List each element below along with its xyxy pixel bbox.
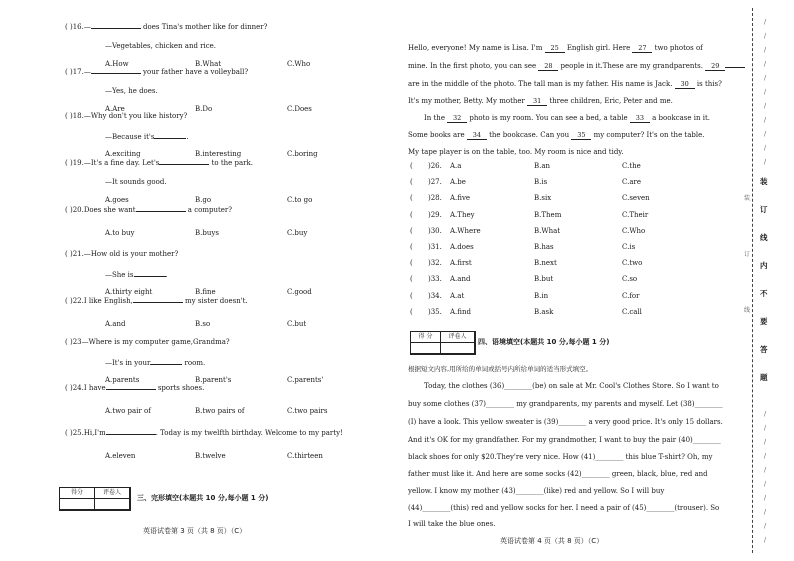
score-box — [59, 487, 131, 511]
blank-number: 25 — [545, 45, 565, 53]
reply-line — [105, 87, 158, 95]
paren: ( — [65, 250, 68, 258]
paren: ( — [410, 307, 413, 316]
answer-blank[interactable] — [154, 132, 189, 141]
option-b[interactable]: B.an — [534, 162, 551, 170]
option-a[interactable]: A.two pair of — [105, 407, 151, 415]
option-b[interactable]: B.interesting — [195, 150, 242, 158]
stem-text: to the park. — [209, 159, 253, 167]
question-stem — [65, 112, 187, 120]
binding-dash-mark: / — [764, 47, 767, 54]
option-a[interactable]: A.exciting — [105, 150, 141, 158]
option-a[interactable]: A.at — [450, 291, 465, 300]
stem-text: . Today is my twelfth birthday. Welcome to my party! — [155, 429, 343, 437]
blank-number: 34 — [467, 132, 487, 140]
passage-line — [408, 97, 673, 106]
passage-line — [408, 131, 705, 140]
binding-dash-mark: / — [764, 89, 767, 96]
score-box — [410, 331, 476, 355]
passage-text: photo is my room. You can see a bed, a table — [467, 114, 630, 122]
passage-text: English girl. Here — [564, 44, 633, 52]
binding-dash-mark: / — [764, 481, 767, 488]
binding-dash-mark: / — [764, 19, 767, 26]
binding-side-char: 线 — [744, 307, 751, 314]
answer-blank[interactable] — [91, 67, 141, 74]
cloze-number: )32. — [428, 259, 442, 268]
option-c[interactable]: C.for — [622, 291, 640, 300]
grader-cell — [95, 499, 130, 510]
binding-dash-mark: / — [764, 523, 767, 530]
option-b[interactable]: B.next — [534, 259, 557, 268]
reply-text: —Vegetables, chicken and rice. — [105, 42, 217, 50]
binding-dash-mark: / — [764, 453, 767, 460]
paren: ( — [410, 162, 413, 170]
option-c[interactable]: C.two pairs — [287, 407, 328, 415]
question-stem — [65, 67, 248, 76]
paren: ( — [65, 429, 68, 437]
question-stem — [65, 158, 253, 167]
binding-char: 线 — [760, 233, 768, 242]
score-cell — [411, 343, 441, 354]
cloze-number: )31. — [428, 243, 442, 251]
cloze-number: )26. — [428, 162, 442, 170]
passage-line: Today, the clothes (36)________(be) on sale at Mr. Cool's Clothes Store. So I want to — [424, 382, 719, 390]
passage-text: Some books are — [408, 131, 467, 139]
answer-blank[interactable] — [134, 270, 166, 277]
right-page — [408, 0, 733, 561]
option-c[interactable]: C.good — [287, 288, 312, 296]
paren: ( — [65, 68, 68, 76]
option-c[interactable]: C.thirteen — [287, 452, 323, 460]
binding-dash-mark: / — [764, 75, 767, 82]
binding-dash-mark: / — [764, 537, 767, 544]
paren: ( — [65, 384, 68, 392]
section-title: 三、完形填空(本题共 10 分,每小题 1 分) — [137, 494, 269, 502]
passage-line — [408, 148, 624, 156]
passage-line — [408, 44, 703, 53]
option-c[interactable]: C.Does — [287, 105, 312, 113]
option-b[interactable]: B.in — [534, 291, 549, 300]
blank-number: 32 — [447, 115, 467, 123]
binding-margin — [740, 0, 794, 561]
passage-line: buy some clothes (37)________ my grandparents, my parents and myself. Let (38)________ — [408, 400, 723, 408]
option-a[interactable]: A.a — [450, 162, 462, 170]
answer-blank[interactable] — [150, 358, 182, 365]
cloze-number: )35. — [428, 307, 442, 316]
option-c[interactable]: C.Their — [622, 210, 649, 219]
binding-dash-mark: / — [764, 509, 767, 516]
question-number: )18.—Why don't you like history? — [67, 112, 188, 120]
paren: ( — [65, 23, 68, 31]
option-b[interactable]: B.two pairs of — [195, 407, 245, 415]
blank-number: 35 — [571, 132, 591, 140]
option-a[interactable]: A.thirty eight — [105, 288, 153, 296]
binding-char: 题 — [760, 373, 768, 382]
answer-blank[interactable] — [91, 22, 141, 29]
passage-line: black shoes for only $20.They're very nice. How (41)________ this blue T-shirt? Oh, my — [408, 453, 713, 461]
paren: ( — [65, 159, 68, 167]
reply-line — [105, 270, 168, 279]
option-b[interactable]: B.What — [195, 60, 222, 68]
score-label: 得 分 — [411, 332, 441, 343]
option-c[interactable]: C.parents' — [287, 376, 324, 384]
binding-side-char: 装 — [744, 195, 751, 202]
question-number: )24.I have — [67, 384, 106, 392]
option-a[interactable]: A.does — [450, 243, 474, 251]
option-a[interactable]: A.goes — [105, 196, 129, 204]
option-a[interactable]: A.find — [450, 307, 471, 316]
option-a[interactable]: A.Are — [105, 105, 125, 113]
binding-dash-mark: / — [764, 495, 767, 502]
question-number: )21.—How old is your mother? — [67, 250, 179, 258]
passage-line: yellow. I know my mother (43)________(like) red and yellow. So I will buy — [408, 487, 665, 495]
passage-text: My tape player is on the table, too. My room is nice and tidy. — [408, 148, 624, 156]
reply-line — [105, 132, 189, 141]
passage-text: are in the middle of the photo. The tall man is my father. His name is Jack. — [408, 80, 675, 88]
blank-number: 30 — [675, 81, 695, 89]
passage-text: It's my mother, Betty. My mother — [408, 97, 528, 105]
question-stem — [65, 250, 178, 258]
cloze-number: )30. — [428, 226, 442, 235]
option-b[interactable]: B.Do — [195, 105, 213, 113]
option-a[interactable]: A.parents — [105, 376, 140, 384]
option-c[interactable]: C.Who — [622, 226, 646, 235]
binding-side-char: 订 — [744, 251, 751, 258]
question-stem — [65, 338, 230, 346]
blank-number: 27 — [632, 45, 652, 53]
option-a[interactable]: A.to buy — [105, 229, 135, 237]
question-number: )22.I like English, — [67, 297, 133, 305]
paren: ( — [410, 259, 413, 268]
paren: ( — [65, 206, 68, 214]
reply-text: —Yes, he does. — [105, 87, 158, 95]
option-c[interactable]: C.is — [622, 243, 636, 251]
option-c[interactable]: C.call — [622, 307, 642, 316]
binding-dashed-line — [752, 8, 753, 553]
option-b[interactable]: B.ask — [534, 307, 554, 316]
binding-dash-mark: / — [764, 439, 767, 446]
passage-line — [424, 114, 710, 123]
cloze-number: )33. — [428, 275, 442, 284]
binding-dash-mark: / — [764, 159, 767, 166]
stem-text: a computer? — [185, 206, 233, 214]
question-number: )16.— — [67, 23, 91, 31]
option-b[interactable]: B.has — [534, 243, 554, 251]
option-a[interactable]: A.How — [105, 60, 129, 68]
cloze-number: )29. — [428, 210, 442, 219]
question-stem — [65, 296, 248, 305]
binding-char: 订 — [760, 205, 768, 214]
passage-line: father must like it. And here are some socks (42)________ green, black, blue, red and — [408, 470, 708, 478]
page-footer: 英语试卷第 4 页（共 8 页）（C） — [500, 537, 604, 545]
paren: ( — [65, 297, 68, 305]
binding-dash-mark: / — [764, 145, 767, 152]
option-c[interactable]: C.boring — [287, 150, 318, 158]
option-c[interactable]: C.two — [622, 259, 643, 268]
cloze-number: )27. — [428, 178, 442, 187]
option-c[interactable]: C.seven — [622, 194, 650, 203]
option-a[interactable]: A.be — [450, 178, 466, 187]
binding-dash-mark: / — [764, 117, 767, 124]
question-number: )23—Where is my computer game,Grandma? — [67, 338, 230, 346]
paren: ( — [65, 112, 68, 120]
option-b[interactable]: B.fine — [195, 288, 216, 296]
option-a[interactable]: A.and — [105, 320, 126, 328]
reply-text: —It's in your — [105, 359, 151, 367]
passage-text: the bookcase. Can you — [486, 131, 572, 139]
passage-text: Hello, everyone! My name is Lisa. I'm — [408, 44, 545, 52]
question-stem — [65, 205, 232, 214]
stem-text: your father have a volleyball? — [140, 68, 249, 76]
option-b[interactable]: B.but — [534, 275, 554, 284]
option-b[interactable]: B.buys — [195, 229, 219, 237]
question-stem — [65, 22, 267, 31]
reply-text: —It sounds good. — [105, 178, 167, 186]
paren: ( — [410, 291, 413, 300]
reply-after: room. — [182, 359, 206, 367]
grader-label: 评卷人 — [95, 488, 130, 499]
stem-text: my sister doesn't. — [182, 297, 248, 305]
option-a[interactable]: A.eleven — [105, 452, 136, 460]
cloze-number: )34. — [428, 291, 442, 300]
reply-text: —She is — [105, 271, 134, 279]
paren: ( — [410, 210, 413, 219]
instructions: 根据短文内容,用所给的单词或括号内所给单词的适当形式填空。 — [408, 365, 593, 373]
passage-line: I will take the blue ones. — [408, 520, 496, 528]
binding-dash-mark: / — [764, 467, 767, 474]
answer-blank[interactable] — [133, 296, 183, 303]
paren: ( — [410, 226, 413, 235]
passage-text: my computer? It's on the table. — [591, 131, 705, 139]
binding-char: 答 — [760, 345, 768, 354]
binding-dash-mark: / — [764, 61, 767, 68]
question-stem — [65, 428, 343, 437]
section-title: 四、语境填空(本题共 10 分,每小题 1 分) — [478, 338, 610, 346]
passage-text: two photos of — [652, 44, 703, 52]
binding-char: 要 — [760, 317, 768, 326]
page-footer: 英语试卷第 3 页（共 8 页）（C） — [143, 527, 247, 535]
stem-text: sports shoes. — [155, 384, 205, 392]
score-cell — [60, 499, 95, 510]
passage-text: three children, Eric, Peter and me. — [547, 97, 673, 105]
reply-line — [105, 178, 167, 186]
reply-after: . — [165, 271, 168, 279]
paren: ( — [410, 243, 413, 251]
answer-blank[interactable] — [106, 428, 156, 435]
grader-label: 评卷人 — [441, 332, 475, 343]
cloze-number: )28. — [428, 194, 442, 203]
passage-line — [408, 62, 745, 71]
binding-char: 内 — [760, 261, 768, 270]
binding-dash-mark: / — [764, 411, 767, 418]
reply-line — [105, 42, 216, 50]
option-c[interactable]: C.but — [287, 320, 307, 328]
passage-line — [408, 80, 722, 89]
paren: ( — [65, 338, 68, 346]
option-c[interactable]: C.buy — [287, 229, 308, 237]
passage-line: And it's OK for my grandfather. For my grandmother, I want to buy the pair (40)________ — [408, 436, 721, 444]
option-b[interactable]: B.twelve — [195, 452, 226, 460]
question-number: )20.Does she want — [67, 206, 136, 214]
passage-line: (I) have a look. This yellow sweater is (39)________ a very good price. It's only 15 dollars. — [408, 418, 723, 426]
blank-number: 29 — [705, 63, 725, 71]
option-b[interactable]: B.go — [195, 196, 212, 204]
option-b[interactable]: B.What — [534, 226, 561, 235]
paren: ( — [410, 194, 413, 203]
question-number: )17.— — [67, 68, 91, 76]
reply-text: —Because it's — [105, 133, 155, 141]
binding-dash-mark: / — [764, 103, 767, 110]
blank-number: 33 — [630, 115, 650, 123]
option-c[interactable]: C.so — [622, 275, 638, 284]
answer-blank[interactable] — [106, 383, 156, 390]
answer-blank[interactable] — [136, 205, 186, 212]
option-b[interactable]: B.Them — [534, 210, 562, 219]
binding-char: 装 — [760, 177, 768, 186]
reply-line — [105, 358, 205, 367]
grader-cell — [441, 343, 475, 354]
option-a[interactable]: A.first — [450, 259, 472, 268]
option-c[interactable]: C.are — [622, 178, 641, 187]
question-stem — [65, 383, 204, 392]
reply-after: . — [186, 133, 189, 141]
passage-line: (44)________(this) red and yellow socks for her. I need a pair of (45)________(trouser). So — [408, 504, 720, 512]
question-number: )19.—It's a fine day. Let's — [67, 159, 160, 167]
option-a[interactable]: A.and — [450, 275, 471, 284]
stem-text: does Tina's mother like for dinner? — [140, 23, 268, 31]
paren: ( — [410, 178, 413, 187]
option-a[interactable]: A.five — [450, 194, 471, 203]
paren: ( — [410, 275, 413, 284]
score-label: 得分 — [60, 488, 95, 499]
passage-text: people in it.These are my grandparents. — [558, 62, 706, 70]
left-page — [55, 0, 385, 561]
option-a[interactable]: A.Where — [450, 226, 481, 235]
passage-text: is this? — [694, 80, 722, 88]
option-a[interactable]: A.They — [450, 210, 475, 219]
blank-number: 31 — [527, 98, 547, 106]
binding-dash-mark: / — [764, 425, 767, 432]
blank-number: 28 — [538, 63, 558, 71]
passage-text: mine. In the first photo, you can see — [408, 62, 539, 70]
question-number: )25.Hi,I'm — [67, 429, 106, 437]
option-c[interactable]: C.Who — [287, 60, 311, 68]
binding-dash-mark: / — [764, 131, 767, 138]
option-c[interactable]: C.the — [622, 162, 641, 170]
binding-dash-mark: / — [764, 33, 767, 40]
answer-blank[interactable] — [159, 158, 209, 165]
passage-text: a bookcase in it. — [649, 114, 710, 122]
option-b[interactable]: B.so — [195, 320, 211, 328]
option-c[interactable]: C.to go — [287, 196, 313, 204]
option-b[interactable]: B.six — [534, 194, 552, 203]
option-b[interactable]: B.is — [534, 178, 548, 187]
binding-char: 不 — [760, 289, 768, 298]
passage-text: In the — [424, 114, 448, 122]
option-b[interactable]: B.parent's — [195, 376, 232, 384]
